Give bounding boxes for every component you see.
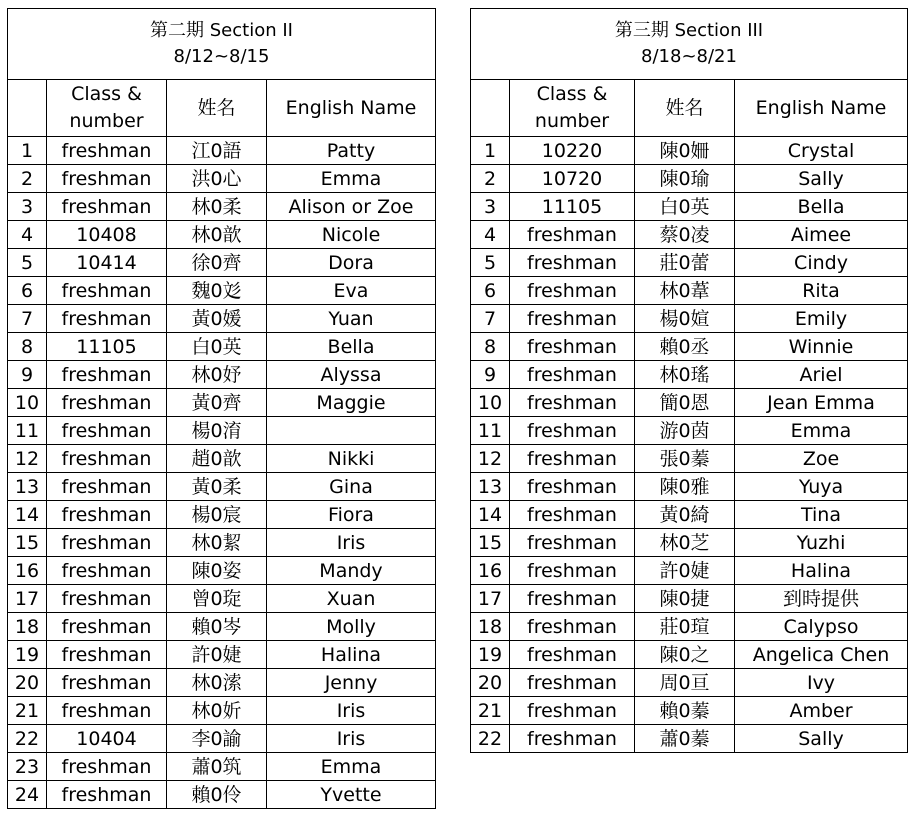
english-name-cell: Jean Emma <box>735 389 908 417</box>
class-number-cell: freshman <box>510 277 635 305</box>
table-row <box>471 445 908 473</box>
english-name-cell: Jenny <box>267 669 436 697</box>
class-number-cell: freshman <box>47 557 167 585</box>
row-index: 4 <box>8 221 47 249</box>
table-row <box>8 417 436 445</box>
class-number-cell: freshman <box>47 781 167 809</box>
table-row <box>8 305 436 333</box>
section-ii-table <box>7 8 436 809</box>
english-name-cell: Emma <box>267 753 436 781</box>
class-number-cell: freshman <box>510 445 635 473</box>
row-index: 2 <box>8 165 47 193</box>
table-row <box>471 305 908 333</box>
header-english: English Name <box>267 80 436 137</box>
row-index: 2 <box>471 165 510 193</box>
english-name-cell: Xuan <box>267 585 436 613</box>
class-number-cell: freshman <box>510 557 635 585</box>
row-index: 13 <box>8 473 47 501</box>
student-name-cell: 賴0丞 <box>635 333 735 361</box>
row-index: 7 <box>471 305 510 333</box>
student-name-cell: 張0蓁 <box>635 445 735 473</box>
class-number-cell: freshman <box>510 613 635 641</box>
class-number-cell: 10408 <box>47 221 167 249</box>
table-row <box>8 333 436 361</box>
english-name-cell: Ivy <box>735 669 908 697</box>
english-name-cell: Yuan <box>267 305 436 333</box>
class-number-cell: 10220 <box>510 137 635 165</box>
class-number-cell: freshman <box>47 165 167 193</box>
english-name-cell: Fiora <box>267 501 436 529</box>
section-title: 第二期 Section II <box>150 20 293 41</box>
table-row <box>8 585 436 613</box>
row-index: 9 <box>8 361 47 389</box>
class-number-cell: freshman <box>510 725 635 753</box>
class-number-cell: freshman <box>510 333 635 361</box>
english-name-cell: Yvette <box>267 781 436 809</box>
student-name-cell: 許0婕 <box>167 641 267 669</box>
table-row <box>8 165 436 193</box>
class-number-cell: freshman <box>510 221 635 249</box>
row-index: 6 <box>8 277 47 305</box>
table-row <box>8 473 436 501</box>
row-index: 12 <box>8 445 47 473</box>
table-row <box>471 473 908 501</box>
table-row <box>8 193 436 221</box>
row-index: 23 <box>8 753 47 781</box>
row-index: 5 <box>8 249 47 277</box>
english-name-cell: Emily <box>735 305 908 333</box>
student-name-cell: 陳0之 <box>635 641 735 669</box>
header-english: English Name <box>735 80 908 137</box>
student-name-cell: 陳0雅 <box>635 473 735 501</box>
class-number-cell: 11105 <box>510 193 635 221</box>
class-number-cell: freshman <box>510 697 635 725</box>
table-row <box>471 333 908 361</box>
english-name-cell: Angelica Chen <box>735 641 908 669</box>
english-name-cell: Halina <box>267 641 436 669</box>
student-name-cell: 徐0齊 <box>167 249 267 277</box>
english-name-cell: Iris <box>267 697 436 725</box>
section-iii-table <box>470 8 908 753</box>
row-index: 7 <box>8 305 47 333</box>
table-row <box>471 221 908 249</box>
table-row <box>471 697 908 725</box>
row-index: 14 <box>8 501 47 529</box>
row-index: 11 <box>8 417 47 445</box>
student-name-cell: 林0葦 <box>635 277 735 305</box>
english-name-cell: Ariel <box>735 361 908 389</box>
class-number-cell: freshman <box>47 389 167 417</box>
student-name-cell: 洪0心 <box>167 165 267 193</box>
student-name-cell: 林0溹 <box>167 669 267 697</box>
english-name-cell: Zoe <box>735 445 908 473</box>
english-name-cell: Dora <box>267 249 436 277</box>
student-name-cell: 蕭0筑 <box>167 753 267 781</box>
class-number-cell: freshman <box>47 137 167 165</box>
student-name-cell: 白0英 <box>167 333 267 361</box>
row-index: 8 <box>8 333 47 361</box>
section-title-cell <box>471 9 908 80</box>
table-row <box>8 641 436 669</box>
english-name-cell: Iris <box>267 529 436 557</box>
english-name-cell: Tina <box>735 501 908 529</box>
student-name-cell: 陳0捷 <box>635 585 735 613</box>
row-index: 22 <box>471 725 510 753</box>
row-index: 5 <box>471 249 510 277</box>
student-name-cell: 陳0姍 <box>635 137 735 165</box>
row-index: 13 <box>471 473 510 501</box>
row-index: 6 <box>471 277 510 305</box>
student-name-cell: 賴0伶 <box>167 781 267 809</box>
english-name-cell: 到時提供 <box>735 585 908 613</box>
table-row <box>8 781 436 809</box>
student-name-cell: 賴0岑 <box>167 613 267 641</box>
english-name-cell: Maggie <box>267 389 436 417</box>
english-name-cell: Sally <box>735 725 908 753</box>
class-number-cell: 11105 <box>47 333 167 361</box>
class-number-cell: freshman <box>47 473 167 501</box>
student-name-cell: 蕭0蓁 <box>635 725 735 753</box>
class-number-cell: freshman <box>47 669 167 697</box>
row-index: 14 <box>471 501 510 529</box>
english-name-cell: Patty <box>267 137 436 165</box>
student-name-cell: 林0瑤 <box>635 361 735 389</box>
row-index: 10 <box>8 389 47 417</box>
table-row <box>471 585 908 613</box>
table-row <box>8 249 436 277</box>
student-name-cell: 林0妤 <box>167 361 267 389</box>
row-index: 8 <box>471 333 510 361</box>
table-row <box>471 613 908 641</box>
english-name-cell: Bella <box>267 333 436 361</box>
row-index: 20 <box>8 669 47 697</box>
class-number-cell: freshman <box>47 613 167 641</box>
student-name-cell: 林0妡 <box>167 697 267 725</box>
table-row <box>8 221 436 249</box>
student-name-cell: 蔡0凌 <box>635 221 735 249</box>
row-index: 15 <box>8 529 47 557</box>
class-number-cell: freshman <box>510 585 635 613</box>
student-name-cell: 林0歆 <box>167 221 267 249</box>
student-name-cell: 江0語 <box>167 137 267 165</box>
table-row <box>471 137 908 165</box>
class-number-cell: freshman <box>510 361 635 389</box>
row-index: 24 <box>8 781 47 809</box>
table-row <box>8 389 436 417</box>
student-name-cell: 楊0淯 <box>167 417 267 445</box>
table-row <box>8 529 436 557</box>
student-name-cell: 林0柔 <box>167 193 267 221</box>
student-name-cell: 賴0蓁 <box>635 697 735 725</box>
english-name-cell: Nikki <box>267 445 436 473</box>
student-name-cell: 林0芝 <box>635 529 735 557</box>
class-number-cell: freshman <box>510 641 635 669</box>
row-index: 17 <box>471 585 510 613</box>
header-class: Class & number <box>47 80 167 137</box>
english-name-cell: Aimee <box>735 221 908 249</box>
student-name-cell: 黃0媛 <box>167 305 267 333</box>
english-name-cell: Amber <box>735 697 908 725</box>
row-index: 18 <box>471 613 510 641</box>
class-number-cell: freshman <box>510 501 635 529</box>
class-number-cell: freshman <box>47 529 167 557</box>
english-name-cell: Alyssa <box>267 361 436 389</box>
row-index: 20 <box>471 669 510 697</box>
row-index: 16 <box>471 557 510 585</box>
class-number-cell: 10720 <box>510 165 635 193</box>
row-index: 9 <box>471 361 510 389</box>
table-row <box>8 753 436 781</box>
row-index: 17 <box>8 585 47 613</box>
english-name-cell: Emma <box>735 417 908 445</box>
class-number-cell: freshman <box>47 585 167 613</box>
class-number-cell: freshman <box>47 193 167 221</box>
student-name-cell: 陳0姿 <box>167 557 267 585</box>
table-row <box>8 361 436 389</box>
class-number-cell: freshman <box>47 445 167 473</box>
row-index: 4 <box>471 221 510 249</box>
english-name-cell: Cindy <box>735 249 908 277</box>
student-name-cell: 簡0恩 <box>635 389 735 417</box>
row-index: 3 <box>471 193 510 221</box>
english-name-cell: Bella <box>735 193 908 221</box>
row-index: 19 <box>471 641 510 669</box>
table-row <box>8 277 436 305</box>
table-row <box>471 669 908 697</box>
table-row <box>8 613 436 641</box>
english-name-cell: Sally <box>735 165 908 193</box>
table-row <box>471 389 908 417</box>
class-number-cell: 10414 <box>47 249 167 277</box>
row-index: 15 <box>471 529 510 557</box>
english-name-cell: Winnie <box>735 333 908 361</box>
student-name-cell: 陳0瑜 <box>635 165 735 193</box>
student-name-cell: 游0茵 <box>635 417 735 445</box>
row-index: 16 <box>8 557 47 585</box>
row-index: 19 <box>8 641 47 669</box>
class-number-cell: freshman <box>510 249 635 277</box>
student-name-cell: 黃0柔 <box>167 473 267 501</box>
section-dates: 8/18~8/21 <box>641 46 737 67</box>
class-number-cell: freshman <box>510 417 635 445</box>
table-row <box>471 417 908 445</box>
table-row <box>8 697 436 725</box>
student-name-cell: 黃0綺 <box>635 501 735 529</box>
class-number-cell: freshman <box>510 529 635 557</box>
student-name-cell: 黃0齊 <box>167 389 267 417</box>
table-row <box>8 557 436 585</box>
row-index: 1 <box>8 137 47 165</box>
row-index: 12 <box>471 445 510 473</box>
row-index: 22 <box>8 725 47 753</box>
row-index: 1 <box>471 137 510 165</box>
english-name-cell: Crystal <box>735 137 908 165</box>
header-index <box>471 80 510 137</box>
class-number-cell: freshman <box>510 669 635 697</box>
table-row <box>471 165 908 193</box>
header-index <box>8 80 47 137</box>
table-row <box>471 193 908 221</box>
student-name-cell: 林0絜 <box>167 529 267 557</box>
student-name-cell: 莊0蕾 <box>635 249 735 277</box>
class-number-cell: freshman <box>510 389 635 417</box>
student-name-cell: 曾0琁 <box>167 585 267 613</box>
english-name-cell <box>267 417 436 445</box>
student-name-cell: 李0諭 <box>167 725 267 753</box>
table-row <box>8 137 436 165</box>
class-number-cell: freshman <box>510 473 635 501</box>
student-name-cell: 趙0歆 <box>167 445 267 473</box>
section-title: 第三期 Section III <box>614 20 764 41</box>
student-name-cell: 莊0瑄 <box>635 613 735 641</box>
english-name-cell: Gina <box>267 473 436 501</box>
english-name-cell: Iris <box>267 725 436 753</box>
english-name-cell: Rita <box>735 277 908 305</box>
class-number-cell: freshman <box>510 305 635 333</box>
english-name-cell: Mandy <box>267 557 436 585</box>
table-row <box>471 277 908 305</box>
row-index: 21 <box>471 697 510 725</box>
class-number-cell: freshman <box>47 753 167 781</box>
table-row <box>8 501 436 529</box>
table-row <box>471 501 908 529</box>
class-number-cell: freshman <box>47 417 167 445</box>
table-row <box>471 725 908 753</box>
student-name-cell: 楊0媗 <box>635 305 735 333</box>
header-name: 姓名 <box>635 80 735 137</box>
table-row <box>8 725 436 753</box>
row-index: 18 <box>8 613 47 641</box>
student-name-cell: 許0婕 <box>635 557 735 585</box>
row-index: 10 <box>471 389 510 417</box>
table-row <box>471 361 908 389</box>
english-name-cell: Alison or Zoe <box>267 193 436 221</box>
row-index: 11 <box>471 417 510 445</box>
class-number-cell: freshman <box>47 641 167 669</box>
student-name-cell: 白0英 <box>635 193 735 221</box>
table-row <box>471 249 908 277</box>
english-name-cell: Emma <box>267 165 436 193</box>
section-dates: 8/12~8/15 <box>173 46 270 67</box>
student-name-cell: 魏0彣 <box>167 277 267 305</box>
row-index: 21 <box>8 697 47 725</box>
table-row <box>471 557 908 585</box>
english-name-cell: Calypso <box>735 613 908 641</box>
header-name: 姓名 <box>167 80 267 137</box>
table-row <box>471 641 908 669</box>
table-row <box>8 445 436 473</box>
english-name-cell: Yuya <box>735 473 908 501</box>
table-row <box>8 669 436 697</box>
student-name-cell: 周0亘 <box>635 669 735 697</box>
header-class: Class & number <box>510 80 635 137</box>
section-title-cell <box>8 9 436 80</box>
class-number-cell: 10404 <box>47 725 167 753</box>
table-row <box>471 529 908 557</box>
class-number-cell: freshman <box>47 361 167 389</box>
english-name-cell: Halina <box>735 557 908 585</box>
class-number-cell: freshman <box>47 277 167 305</box>
english-name-cell: Yuzhi <box>735 529 908 557</box>
english-name-cell: Nicole <box>267 221 436 249</box>
english-name-cell: Eva <box>267 277 436 305</box>
class-number-cell: freshman <box>47 697 167 725</box>
english-name-cell: Molly <box>267 613 436 641</box>
class-number-cell: freshman <box>47 305 167 333</box>
student-name-cell: 楊0宸 <box>167 501 267 529</box>
row-index: 3 <box>8 193 47 221</box>
class-number-cell: freshman <box>47 501 167 529</box>
